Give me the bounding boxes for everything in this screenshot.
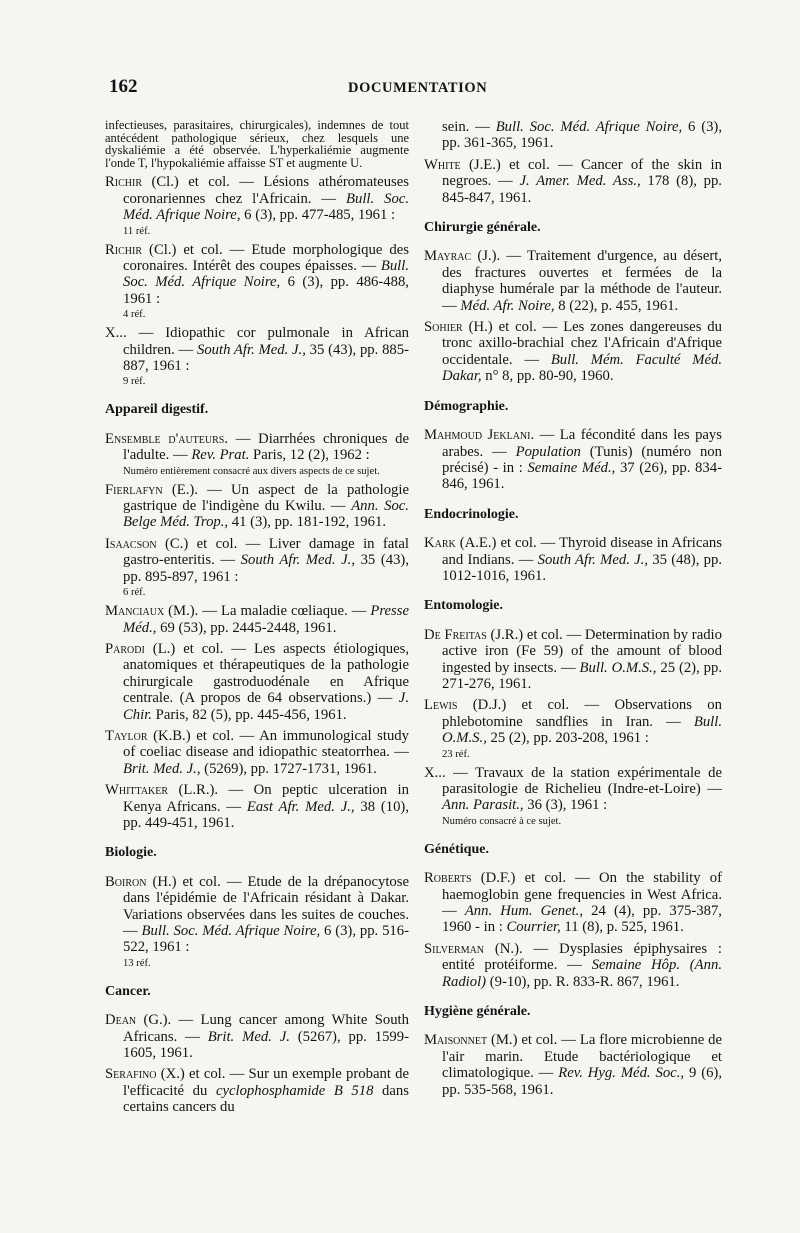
entry-author: Maisonnet <box>424 1032 488 1049</box>
entry-ref: (9-10), pp. R. 833-R. 867, 1961. <box>486 973 680 990</box>
entry-journal: South Afr. Med. J., <box>537 551 649 568</box>
entry-author: Ensemble d'auteurs <box>105 430 225 447</box>
entry-author: Serafino <box>105 1066 157 1083</box>
page-number: 162 <box>109 76 138 97</box>
entry-ref: 6 (3), pp. 486-488, 1961 : <box>123 274 409 307</box>
section-heading-entomologie: Entomologie. <box>424 598 503 614</box>
entry-title: (N.). — Dysplasies épiphysaires : entité protéiforme. — <box>442 940 722 974</box>
entry-ref: 35 (43), pp. 895-897, 1961 : <box>123 552 409 585</box>
entry-title: (A.E.) et col. — Thyroid disease in Africans and Indians. — <box>442 535 722 568</box>
entry-ref: 41 (3), pp. 181-192, 1961. <box>228 514 386 531</box>
entry-journal-2: Courrier, <box>506 919 561 936</box>
entry-ref: 6 (3), pp. 361-365, 1961. <box>442 119 722 152</box>
entry-ref: 8 (22), p. 455, 1961. <box>554 297 679 314</box>
entry-ref-2: 37 (26), pp. 834-846, 1961. <box>442 459 722 493</box>
entry-ref: 35 (48), pp. 1012-1016, 1961. <box>442 551 722 584</box>
bib-entry-taylor <box>105 728 409 777</box>
entry-journal: East Afr. Med. J., <box>246 798 355 815</box>
entry-journal: Semaine Hôp. (Ann. Radiol) <box>442 957 723 990</box>
entry-title: (X.) et col. — Sur un exemple probant de l'efficacité du <box>123 1066 409 1099</box>
entry-title: (J.E.) et col. — Cancer of the skin in negroes. — <box>442 156 722 190</box>
bib-entry-parodi <box>105 641 409 723</box>
entry-author: Kark <box>424 535 456 552</box>
bib-entry-lewis <box>424 697 722 746</box>
bib-entry-boiron <box>105 874 409 956</box>
entry-journal: Ann. Hum. Genet., <box>464 903 584 920</box>
bib-entry-fierlafyn <box>105 482 409 531</box>
entry-author: Taylor <box>105 727 148 744</box>
entry-author: Dean <box>105 1012 137 1029</box>
entry-author: Whittaker <box>105 782 169 799</box>
bib-entry-defreitas <box>424 627 722 693</box>
entry-title: (D.J.) et col. — Observations on phlebotomine sandflies in Iran. — <box>442 697 722 730</box>
entry-journal: cyclophosphamide B 518 <box>215 1082 374 1099</box>
entry-ref: 6 (3), pp. 516-522, 1961 : <box>123 923 409 956</box>
entry-journal: Ann. Parasit., <box>442 797 524 814</box>
bib-entry-ensemble <box>105 431 409 464</box>
entry-ref: 9 (6), pp. 535-568, 1961. <box>442 1065 722 1098</box>
entry-journal-2: Semaine Méd., <box>527 459 616 476</box>
entry-title: sein. — <box>442 119 496 135</box>
entry-author: Boiron <box>105 873 147 890</box>
entry-title: (C.) et col. — Liver damage in fatal gastro-enteritis. — <box>123 535 409 569</box>
entry-title: — Idiopathic cor pulmonale in African children. — <box>123 325 409 358</box>
entry-author: Parodi <box>105 640 145 657</box>
bib-entry-richir-1 <box>105 174 409 223</box>
entry-journal: Bull. O.M.S., <box>579 659 657 676</box>
section-heading-cancer: Cancer. <box>105 983 151 999</box>
entry-author: Richir <box>105 241 143 258</box>
bib-entry-isaacson <box>105 536 409 585</box>
entry-ref: (Tunis) (numéro non précisé) - in : <box>442 443 722 476</box>
entry-journal: Bull. Soc. Méd. Afrique Noire, <box>141 923 321 939</box>
entry-title: (D.F.) et col. — On the stability of haemoglobin gene frequencies in West Africa. — <box>442 870 722 920</box>
entry-author: X... <box>424 764 446 781</box>
entry-ref: 38 (10), pp. 449-451, 1961. <box>123 798 409 831</box>
entry-ref-2: 11 (8), p. 525, 1961. <box>560 919 684 936</box>
entry-ref: 35 (43), pp. 885-887, 1961 : <box>123 341 409 375</box>
section-heading-endocrinologie: Endocrinologie. <box>424 506 519 522</box>
bib-entry-manciaux <box>105 603 409 636</box>
entry-journal: Rev. Hyg. Méd. Soc., <box>558 1065 685 1082</box>
bib-entry-dean <box>105 1012 409 1061</box>
entry-ref: (5269), pp. 1727-1731, 1961. <box>200 760 377 777</box>
entry-note: Numéro consacré à ce sujet. <box>442 815 562 827</box>
bib-entry-silverman <box>424 941 722 990</box>
entry-journal: Bull. O.M.S., <box>442 713 722 747</box>
entry-ref: 25 (2), pp. 203-208, 1961 : <box>486 730 649 747</box>
section-heading-digestif: Appareil digestif. <box>105 402 209 418</box>
section-heading-chirurgie: Chirurgie générale. <box>424 220 541 236</box>
entry-author: Richir <box>105 174 143 191</box>
entry-title: (L.) et col. — Les aspects étiologiques, anatomiques et thérapeutiques de la pathologie chirurgicale gastroduodénale en Afrique centrale. (A propos de 64 observations.) — <box>123 640 409 707</box>
entry-journal: Bull. Mém. Faculté Méd. Dakar, <box>442 351 722 385</box>
bib-entry-mahmoud <box>424 427 722 493</box>
bib-entry-richir-2 <box>105 242 409 308</box>
entry-author: Mayrac <box>424 248 472 265</box>
bib-entry-sohier <box>424 319 722 385</box>
entry-journal: South Afr. Med. J., <box>196 341 306 358</box>
entry-title: (Cl.) et col. — Lésions athéromateuses coronariennes chez l'Africain. — <box>123 174 409 207</box>
entry-author: Roberts <box>424 870 472 887</box>
entry-journal: Ann. Soc. Belge Méd. Trop., <box>123 498 409 531</box>
entry-title: (L.R.). — On peptic ulceration in Kenya Africans. — <box>123 782 409 815</box>
bib-entry-serafino <box>105 1066 409 1115</box>
entry-ref: (5267), pp. 1599-1605, 1961. <box>123 1028 409 1062</box>
entry-author: Lewis <box>424 697 458 714</box>
entry-journal: Méd. Afr. Noire, <box>460 297 555 314</box>
entry-title: (E.). — Un aspect de la pathologie gastrique de l'indigène du Kwilu. — <box>123 481 409 515</box>
entry-journal: South Afr. Med. J., <box>240 552 355 569</box>
entry-title: (K.B.) et col. — An immunological study of coeliac disease and idiopathic steatorrhea. — <box>123 727 409 761</box>
right-column <box>424 119 722 1100</box>
entry-journal: Bull. Soc. Méd. Afrique Noire, <box>495 119 683 135</box>
entry-note: 6 réf. <box>123 587 146 599</box>
entry-ref: 25 (2), pp. 271-276, 1961. <box>442 659 722 692</box>
entry-note: 13 réf. <box>123 957 151 969</box>
entry-ref: Paris, 12 (2), 1962 : <box>249 447 370 464</box>
bib-entry-serafino-continued <box>424 119 722 152</box>
intro-paragraph: infectieuses, parasitaires, chirurgicales), indemnes de tout antécédent pathologique sérieux, chez lesquels une dyskaliémie a été observée. L'hyperkaliémie augmente l'onde T, l'hypokaliémie affaisse ST et augmente U. <box>105 118 409 170</box>
entry-ref: 24 (4), pp. 375-387, 1960 - in : <box>442 903 722 936</box>
section-heading-biologie: Biologie. <box>105 845 157 861</box>
section-heading-hygiene: Hygiène générale. <box>424 1004 531 1020</box>
entry-author: White <box>424 156 461 173</box>
entry-ref: 69 (53), pp. 2445-2448, 1961. <box>156 619 337 636</box>
entry-note: 11 réf. <box>123 225 151 237</box>
bib-entry-x-2 <box>424 765 722 814</box>
entry-title: (H.) et col. — Les zones dangereuses du tronc axillo-brachial chez l'Africain d'Afrique occidentale. — <box>442 319 722 368</box>
section-heading-demographie: Démographie. <box>424 398 509 414</box>
entry-journal: Brit. Med. J. <box>207 1028 290 1045</box>
entry-ref: n° 8, pp. 80-90, 1960. <box>481 368 614 385</box>
bib-entry-whittaker <box>105 782 409 831</box>
entry-journal: Brit. Med. J., <box>123 760 201 777</box>
entry-ref: dans certains cancers du <box>123 1082 409 1116</box>
entry-title: — Travaux de la station expérimentale de parasitologie de Richelieu (Indre-et-Loire) — <box>442 764 722 797</box>
entry-author: Sohier <box>424 319 463 336</box>
entry-author: Manciaux <box>105 603 165 620</box>
bib-entry-mayrac <box>424 248 722 314</box>
entry-author: De Freitas <box>424 626 487 643</box>
entry-author: Fierlafyn <box>105 481 163 498</box>
bib-entry-white <box>424 157 722 206</box>
entry-title: (M.). — La maladie cœliaque. — <box>164 603 371 620</box>
bib-entry-maisonnet <box>424 1032 722 1098</box>
entry-ref: 178 (8), pp. 845-847, 1961. <box>442 173 722 206</box>
entry-title: (G.). — Lung cancer among White South Africans. — <box>123 1012 409 1045</box>
entry-journal: Rev. Prat. <box>191 447 250 464</box>
entry-ref: 6 (3), pp. 477-485, 1961 : <box>240 207 396 224</box>
left-column <box>105 119 409 1118</box>
entry-note: 9 réf. <box>123 376 146 388</box>
entry-title: . — Diarrhées chroniques de l'adulte. — <box>123 430 409 464</box>
entry-title: . — La fécondité dans les pays arabes. — <box>442 427 722 460</box>
entry-note: Numéro entièrement consacré aux divers aspects de ce sujet. <box>123 465 380 477</box>
running-title: DOCUMENTATION <box>348 80 488 96</box>
entry-author: Mahmoud Jeklani <box>424 427 531 444</box>
entry-ref: 36 (3), 1961 : <box>523 797 608 814</box>
entry-title: (J.). — Traitement d'urgence, au désert, des fractures ouvertes et fermées de la diaphyse humérale par la méthode de l'auteur. — <box>442 248 722 314</box>
entry-note: 4 réf. <box>123 309 146 321</box>
entry-author: X... <box>105 325 127 342</box>
entry-ref: Paris, 82 (5), pp. 445-456, 1961. <box>151 706 347 723</box>
entry-title: (M.) et col. — La flore microbienne de l'air marin. Etude bactériologique et climatologique. — <box>442 1032 722 1082</box>
entry-journal: Bull. Soc. Méd. Afrique Noire, <box>123 258 409 291</box>
entry-title: (H.) et col. — Etude de la drépanocytose dans l'épidémie de l'Africain résidant à Dakar. Variations observées dans les suites de couches. — <box>123 873 409 939</box>
entry-note: 23 réf. <box>442 748 470 760</box>
entry-author: Isaacson <box>105 535 157 552</box>
section-heading-genetique: Génétique. <box>424 841 489 857</box>
bib-entry-roberts <box>424 870 722 936</box>
entry-journal: J. Amer. Med. Ass., <box>519 173 641 190</box>
entry-journal: Bull. Soc. Méd. Afrique Noire, <box>123 190 409 224</box>
entry-journal: Presse Méd., <box>123 603 409 636</box>
entry-title: (Cl.) et col. — Etude morphologique des coronaires. Intérêt des coupes épaisses. — <box>123 241 409 274</box>
bib-entry-x-1 <box>105 325 409 374</box>
entry-journal: Population <box>515 443 581 460</box>
entry-author: Silverman <box>424 940 485 957</box>
entry-title: (J.R.) et col. — Determination by radio active iron (Fe 59) of the amount of blood ingested by insects. — <box>442 626 722 676</box>
bib-entry-kark <box>424 535 722 584</box>
entry-journal: J. Chir. <box>123 690 409 723</box>
